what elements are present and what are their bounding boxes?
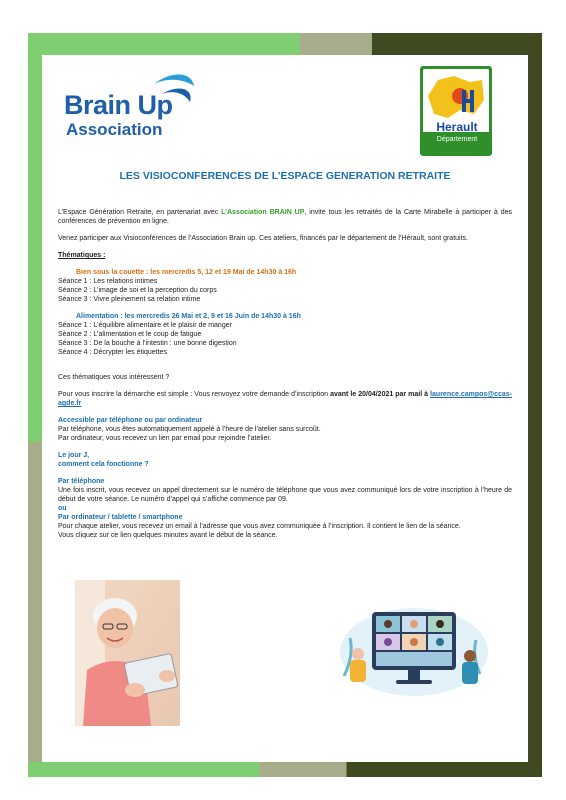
access-phone-text: Par téléphone, vous êtes automatiquement appelé à l’heure de l’atelier sans surcoût. — [58, 426, 321, 433]
theme-2-session: Séance 3 : De la bouche à l’intestin : une bonne digestion — [58, 340, 237, 347]
access-computer-text: Par ordinateur, vous recevez un lien par email pour rejoindre l’atelier. — [58, 435, 272, 442]
brain-up-logo-title: Brain Up — [64, 90, 173, 120]
senior-with-tablet-photo — [75, 580, 180, 726]
computer-section-text-2: Vous cliquez sur ce lien quelques minutes avant le début de la séance. — [58, 532, 278, 539]
herault-logo-dept: Département — [436, 136, 478, 143]
intro-text-before: L’Espace Génération Retraite, en partenariat avec — [58, 209, 222, 216]
intro-text-after: , invite tous les retraités de la Carte Mirabelle à participer à des conférences de prévention en ligne. — [58, 209, 512, 225]
intro-paragraph — [58, 208, 512, 226]
border-bottom — [28, 762, 542, 777]
day-heading-line2: comment cela fonctionne ? — [58, 461, 149, 468]
brain-up-logo-subtitle: Association — [66, 120, 163, 139]
theme-2-session: Séance 1 : L’équilibre alimentaire et le plaisir de manger — [58, 322, 232, 329]
day-heading-line1: Le jour J, — [58, 452, 90, 459]
invite-paragraph: Venez participer aux Visioconférences de l’Association Brain up. Ces ateliers, financés par le département de l’Hérault, sont gratuits. — [58, 235, 468, 242]
email-link[interactable]: laurence.campos@ccas-agde.fr — [58, 391, 513, 407]
border-top-green — [28, 33, 300, 55]
theme-1-session: Séance 3 : Vivre pleinement sa relation intime — [58, 296, 201, 303]
ou-separator: ou — [58, 505, 67, 512]
border-top-dark — [372, 33, 542, 55]
intro-association: L’Association BRAIN UP — [221, 209, 305, 216]
phone-section-text: Une fois inscrit, vous recevez un appel directement sur le numéro de téléphone que vous avez communiqué lors de votre inscription à l’heure de début de votre séance. Le numéro d’appel qui s’affiche commence par 09. — [58, 487, 512, 503]
border-right — [528, 33, 542, 777]
border-top-sage — [300, 33, 372, 55]
phone-section-heading: Par téléphone — [58, 478, 105, 485]
border-left — [28, 33, 42, 777]
theme-1-session: Séance 1 : Les relations intimes — [58, 278, 158, 285]
herault-logo-name: Herault — [436, 120, 478, 134]
theme-1-session: Séance 2 : L’image de soi et la perception du corps — [58, 287, 217, 294]
inscription-deadline: avant le 20/04/2021 par mail à — [330, 391, 431, 398]
thematiques-heading: Thématiques : — [58, 252, 106, 259]
question-text: Ces thématiques vous intéressent ? — [58, 374, 170, 381]
computer-section-text-1: Pour chaque atelier, vous recevez un email à l’adresse que vous avez communiquée à l’inscription. Il contient le lien de la séance. — [58, 523, 461, 530]
access-heading: Accessible par téléphone ou par ordinateur — [58, 417, 203, 424]
computer-section-heading: Par ordinateur / tablette / smartphone — [58, 514, 183, 521]
document-body — [58, 208, 512, 540]
inscription-paragraph — [58, 390, 512, 408]
video-conference-illustration — [330, 598, 492, 700]
theme-1-heading: Bien sous la couette : les mercredis 5, 12 et 19 Mai de 14h30 à 16h — [76, 269, 297, 276]
theme-2-heading: Alimentation : les mercredis 26 Mai et 2, 9 et 16 Juin de 14h30 à 16h — [76, 313, 301, 320]
inscription-text: Pour vous inscrire la démarche est simple : Vous renvoyez votre demande d’inscription — [58, 391, 331, 398]
theme-2-session: Séance 2 : L’alimentation et le coup de fatigue — [58, 331, 202, 338]
page-title: LES VISIOCONFERENCES DE L’ESPACE GENERATION RETRAITE — [119, 170, 451, 182]
theme-2-session: Séance 4 : Décrypter les étiquettes — [58, 349, 167, 356]
